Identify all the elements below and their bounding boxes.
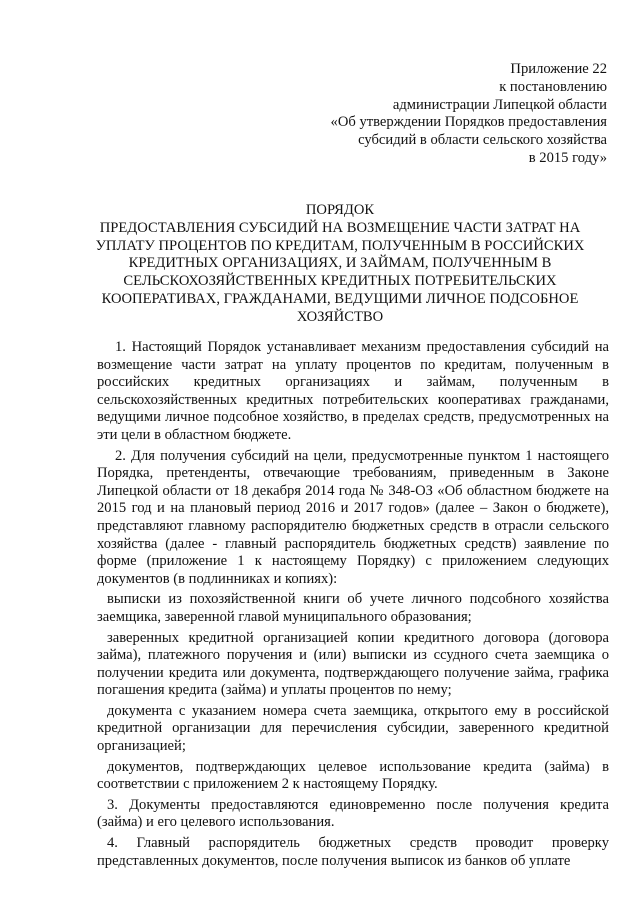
appendix-header xyxy=(331,61,607,168)
appendix-line: к постановлению xyxy=(499,78,607,95)
paragraph-1: 1. Настоящий Порядок устанавливает механизм предоставления субсидий на возмещение части затрат на уплату процентов по кредитам, полученным в российских кредитных организациях и займам, полученным в сельскохозяйственных кредитных потребительских кооперативах гражданами, ведущими личное подсобное хозяйство, в пределах средств, предусмотренных на эти цели в областном бюджете. xyxy=(97,339,609,443)
paragraph-3: 3. Документы предоставляются единовременно после получения кредита (займа) и его целевого использования. xyxy=(97,796,609,831)
title-line: СЕЛЬСКОХОЗЯЙСТВЕННЫХ КРЕДИТНЫХ ПОТРЕБИТЕЛЬСКИХ xyxy=(123,273,557,290)
paragraph-2-item-usage-docs: документов, подтверждающих целевое использование кредита (займа) в соответствии с приложением 2 к настоящему Порядку. xyxy=(97,758,609,793)
appendix-line: «Об утверждении Порядков предоставления xyxy=(330,114,607,131)
appendix-line: в 2015 году» xyxy=(528,149,607,166)
paragraph-2-item-extract: выписки из похозяйственной книги об учете личного подсобного хозяйства заемщика, заверенной главой муниципального образования; xyxy=(97,591,609,625)
title-heading: ПОРЯДОК xyxy=(305,202,375,218)
paragraph-2-item-credit-docs: заверенных кредитной организацией копии кредитного договора (договора займа), платежного поручения и (или) выписки из ссудного счета заемщика о получении кредита или документа, подтверждающего получение займа, графика погашения кредита (займа) и уплаты процентов по нему; xyxy=(97,629,609,699)
appendix-line: администрации Липецкой области xyxy=(392,96,607,113)
paragraph-2: 2. Для получения субсидий на цели, предусмотренные пунктом 1 настоящего Порядка, претенденты, отвечающие требованиям, приведенным в Законе Липецкой области от 18 декабря 2014 года № 348-ОЗ «Об областном бюджете на 2015 год и на плановый период 2016 и 2017 годов» (далее – Закон о бюджете), представляют главному распорядителю бюджетных средств в отрасли сельского хозяйства (далее - главный распорядитель бюджетных средств) заявление по форме (приложение 1 к настоящему Порядку) с приложением следующих документов (в подлинниках и копиях): xyxy=(97,447,609,587)
title-line: ХОЗЯЙСТВО xyxy=(296,308,384,325)
document-body xyxy=(97,339,609,873)
paragraph-4: 4. Главный распорядитель бюджетных средств проводит проверку представленных документов, после получения выписок из банков об уплате xyxy=(97,835,609,869)
appendix-line: субсидий в области сельского хозяйства xyxy=(358,132,607,149)
paragraph-2-item-account: документа с указанием номера счета заемщика, открытого ему в российской кредитной организации для перечисления субсидии, заверенного кредитной организацией; xyxy=(97,702,609,755)
title-line: УПЛАТУ ПРОЦЕНТОВ ПО КРЕДИТАМ, ПОЛУЧЕННЫМ В РОССИЙСКИХ xyxy=(95,237,585,254)
document-title xyxy=(60,202,620,327)
title-line: КРЕДИТНЫХ ОРГАНИЗАЦИЯХ, И ЗАЙМАМ, ПОЛУЧЕННЫМ В xyxy=(128,255,552,272)
appendix-line: Приложение 22 xyxy=(510,61,607,77)
title-line: ПРЕДОСТАВЛЕНИЯ СУБСИДИЙ НА ВОЗМЕЩЕНИЕ ЧАСТИ ЗАТРАТ НА xyxy=(99,219,581,236)
title-line: КООПЕРАТИВАХ, ГРАЖДАНАМИ, ВЕДУЩИМИ ЛИЧНОЕ ПОДСОБНОЕ xyxy=(101,290,579,307)
